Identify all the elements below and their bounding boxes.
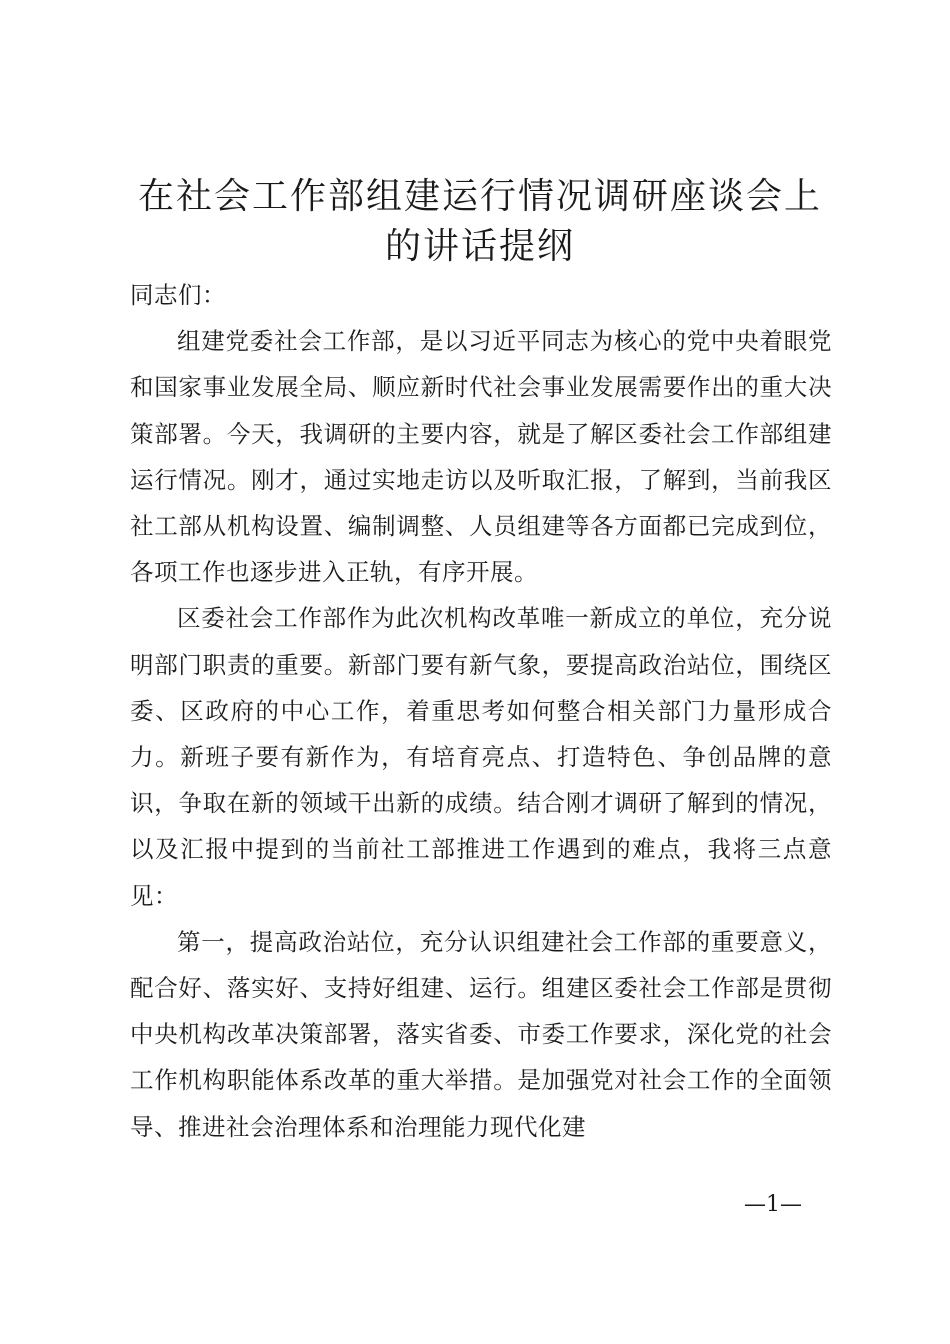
salutation: 同志们： <box>130 281 226 309</box>
document-title: 在社会工作部组建运行情况调研座谈会上的讲话提纲 <box>137 176 822 267</box>
document-body <box>130 272 832 1150</box>
page-number: —1— <box>744 1192 802 1217</box>
paragraph-new-department: 区委社会工作部作为此次机构改革唯一新成立的单位，充分说明部门职责的重要。新部门要有新气象，要提高政治站位，围绕区委、区政府的中心工作，着重思考如何整合相关部门力量形成合力。新班子要有新作为，有培育亮点、打造特色、争创品牌的意识，争取在新的领域干出新的成绩。结合刚才调研了解到的情况，以及汇报中提到的当前社工部推进工作遇到的难点，我将三点意见： <box>130 604 832 910</box>
paragraph-intro: 组建党委社会工作部，是以习近平同志为核心的党中央着眼党和国家事业发展全局、顺应新时代社会事业发展需要作出的重大决策部署。今天，我调研的主要内容，就是了解区委社会工作部组建运行情况。刚才，通过实地走访以及听取汇报，了解到，当前我区社工部从机构设置、编制调整、人员组建等各方面都已完成到位，各项工作也逐步进入正轨，有序开展。 <box>130 327 832 587</box>
paragraph-point-one: 第一，提高政治站位，充分认识组建社会工作部的重要意义，配合好、落实好、支持好组建、运行。组建区委社会工作部是贯彻中央机构改革决策部署，落实省委、市委工作要求，深化党的社会工作机构职能体系改革的重大举措。是加强党对社会工作的全面领导、推进社会治理体系和治理能力现代化建 <box>130 927 832 1141</box>
